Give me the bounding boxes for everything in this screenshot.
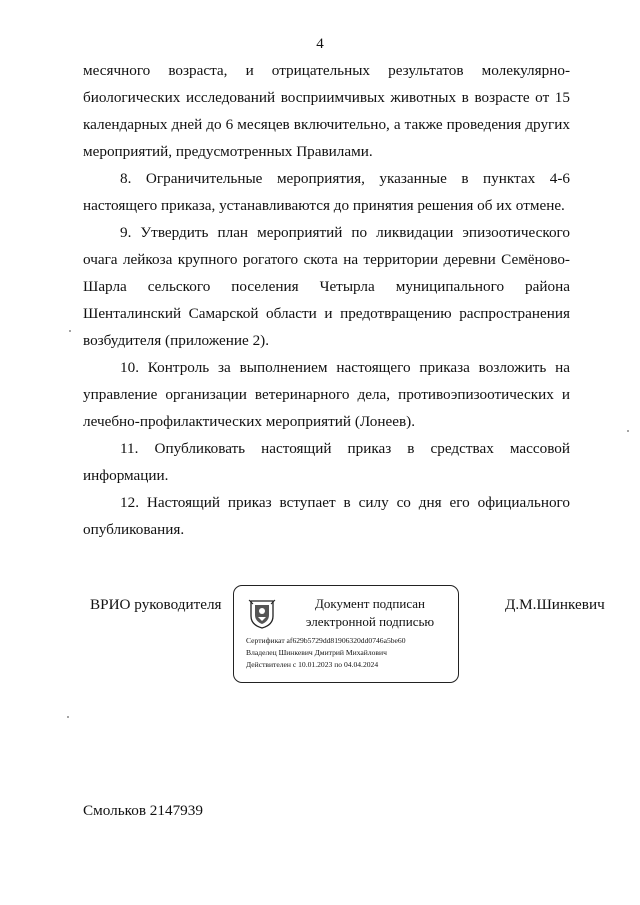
paragraph-11: 11. Опубликовать настоящий приказ в средствах массовой информации.	[83, 440, 570, 484]
coat-of-arms-icon	[247, 598, 277, 630]
paragraph-8: 8. Ограничительные мероприятия, указанные в пунктах 4-6 настоящего приказа, устанавливаются до принятия решения об их отмене.	[83, 170, 570, 214]
executor-footer: Смольков 2147939	[83, 802, 203, 819]
stamp-validity: Действителен с 10.01.2023 по 04.04.2024	[246, 660, 379, 669]
scan-speck	[627, 430, 629, 432]
paragraph-10: 10. Контроль за выполнением настоящего приказа возложить на управление организации ветеринарного дела, противоэпизоотических и лечебно-профилактических мероприятий (Лонеев).	[83, 359, 570, 430]
stamp-certificate: Сертификат af629b5729dd81906320dd0746a5be60	[246, 636, 406, 645]
paragraph-continuation: месячного возраста, и отрицательных результатов молекулярно-биологических исследований восприимчивых животных в возрасте от 15 календарных дней до 6 месяцев включительно, а также проведения других мероприятий, предусмотренных Правилами.	[83, 62, 570, 160]
scan-speck	[67, 716, 69, 718]
stamp-owner: Владелец Шинкевич Дмитрий Михайлович	[246, 648, 387, 657]
signatory-title: ВРИО руководителя	[90, 596, 222, 613]
scan-speck	[69, 330, 71, 332]
signatory-name: Д.М.Шинкевич	[505, 596, 605, 613]
paragraph-9: 9. Утвердить план мероприятий по ликвидации эпизоотического очага лейкоза крупного рогатого скота на территории деревни Семёново-Шарла сельского поселения Четырла муниципального района Шенталинский Самарской области и предотвращению распространения возбудителя (приложение 2).	[83, 224, 570, 349]
page-number: 4	[316, 36, 324, 52]
stamp-header: Документ подписан электронной подписью	[305, 596, 435, 629]
paragraph-12: 12. Настоящий приказ вступает в силу со дня его официального опубликования.	[83, 494, 570, 538]
document-body	[83, 57, 570, 543]
electronic-signature-stamp	[233, 585, 459, 683]
